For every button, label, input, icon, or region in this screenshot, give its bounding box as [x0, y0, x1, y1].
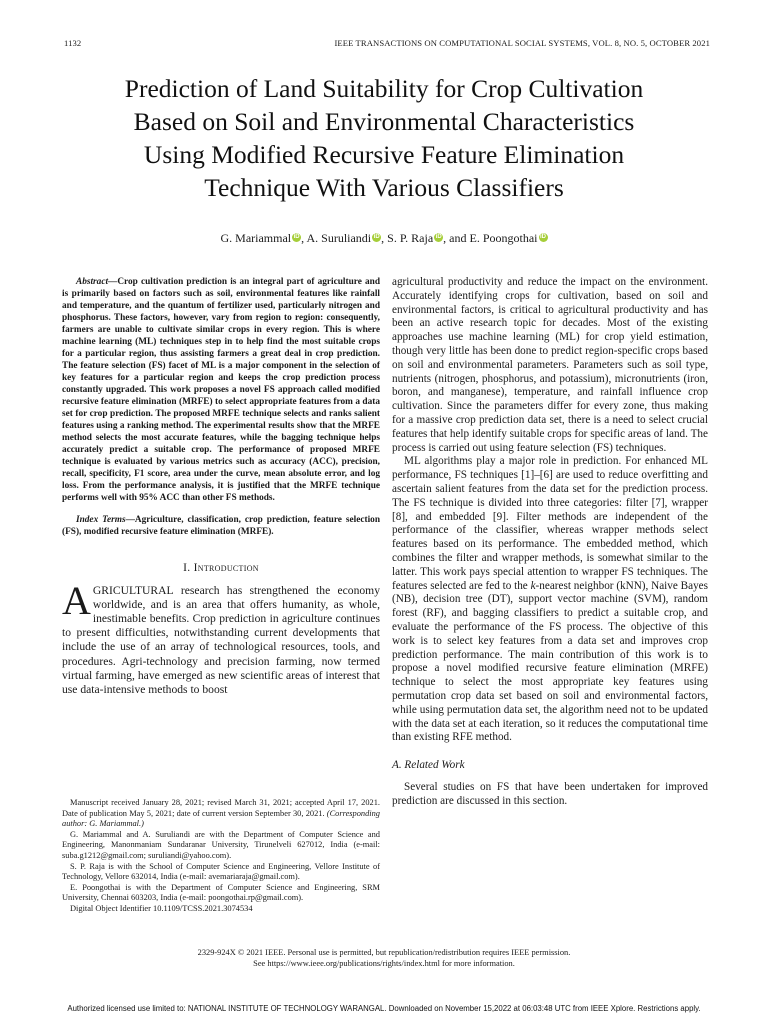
- index-terms-label: Index Terms: [76, 515, 126, 525]
- body-paragraph: agricultural productivity and reduce the impact on the environment. Accurately identifying crops for cultivation, based on soil and environmental factors, is critical to agricultural productivity and has been an active research topic for decades. Most of the existing approaches use machine learning (ML) for crop yield estimation, though very little has been done to predict region-specific crops based on soil and environmental parameters. Parameters such as soil type, nutrients (nitrogen, phosphorus, and potassium), micronutrients (iron, boron, and manganese), temperature, and rainfall influence crop cultivation. Since the parameters differ for every zone, thus making for a massive crop prediction data set, there is a need to select crucial features that help identify suitable crops for specific areas of land. The process is carried out using feature selection (FS) techniques.: [392, 276, 708, 454]
- footnotes: [62, 798, 380, 915]
- abstract: [62, 276, 380, 504]
- body-paragraph: Several studies on FS that have been undertaken for improved prediction are discussed in this section.: [392, 780, 708, 807]
- abstract-label: Abstract: [76, 277, 109, 287]
- title-line: Prediction of Land Suitability for Crop Cultivation: [124, 74, 644, 103]
- drop-cap: A: [62, 577, 91, 623]
- authorized-use-banner: Authorized licensed use limited to: NATIONAL INSTITUTE OF TECHNOLOGY WARANGAL. Downloaded on November 15,2022 at 06:03:48 UTC from IEEE Xplore. Restrictions apply.: [67, 1004, 701, 1013]
- intro-lead-word: GRICULTURAL: [92, 583, 174, 597]
- copyright-line: See https://www.ieee.org/publications/rights/index.html for more information.: [253, 959, 515, 968]
- footnote-affiliation: E. Poongothai is with the Department of Computer Science and Engineering, SRM University, Chennai 603203, India (e-mail: poongothai.rp@gmail.com).: [62, 882, 380, 903]
- footnote-manuscript: [62, 798, 380, 830]
- index-terms-text: Agriculture, classification, crop prediction, feature selection (FS), modified recursive feature elimination (MRFE).: [62, 515, 380, 537]
- page-number: 1132: [64, 38, 82, 48]
- body-text-italic: k: [530, 579, 536, 592]
- running-header: [64, 38, 710, 52]
- section-number: I.: [183, 562, 191, 574]
- title-line: Using Modified Recursive Feature Elimination: [143, 140, 625, 169]
- section-heading: [62, 562, 380, 576]
- intro-text: research has strengthened the economy worldwide, and is an area that offers humanity, as whole, inestimable benefits. Crop prediction in agriculture continues to present difficulties, notwithstanding current developments that include the use of an array of technological resources, tools, and procedures. Agri-technology and precision farming, now termed virtual farming, have emerged as new scientific areas of interest that use data-intensive methods to boost: [62, 583, 380, 697]
- copyright-notice: [40, 947, 728, 969]
- copyright-line: 2329-924X © 2021 IEEE. Personal use is permitted, but republication/redistribution requires IEEE permission.: [197, 948, 571, 957]
- corresponding-author: (Corresponding author: G. Mariammal.): [62, 808, 380, 829]
- index-terms: [62, 514, 380, 538]
- right-column: [392, 276, 708, 808]
- orcid-icon[interactable]: iD: [435, 234, 442, 240]
- footnote-text: Manuscript received January 28, 2021; revised March 31, 2021; accepted April 17, 2021. Date of publication May 5, 2021; date of current version September 30, 2021.: [62, 798, 380, 818]
- body-paragraph: [392, 455, 708, 745]
- journal-name: IEEE TRANSACTIONS ON COMPUTATIONAL SOCIAL SYSTEMS, VOL. 8, NO. 5, OCTOBER 2021: [334, 38, 710, 48]
- author-list: [40, 231, 728, 246]
- footnote-affiliation: S. P. Raja is with the School of Computer Science and Engineering, Vellore Institute of Technology, Vellore 632014, India (e-mail: avemariaraja@gmail.com).: [62, 861, 380, 882]
- subsection-heading: A. Related Work: [392, 759, 465, 772]
- intro-paragraph: [62, 577, 380, 698]
- abstract-dash: —: [108, 277, 118, 287]
- title-line: Based on Soil and Environmental Characteristics: [133, 107, 635, 136]
- left-column: [62, 276, 380, 697]
- orcid-icon[interactable]: iD: [373, 234, 380, 240]
- author-name: , and E. Poongothai: [443, 231, 538, 245]
- body-text: ML algorithms play a major role in prediction. For enhanced ML performance, FS techniques [1]–[6] are used to reduce overfitting and ascertain salient features from the data set for the prediction process. The FS technique is divided into three categories: filter [7], wrapper [8], and embedded [9]. Filter methods are independent of the performance of the classifier, whereas wrapper methods select features based on its performance. The embedded method, which combines the filter and wrapper methods, is somewhat similar to the latter. This work pays special attention to wrapper FS techniques. The features selected are fed to the: [392, 455, 708, 592]
- abstract-text: Crop cultivation prediction is an integral part of agriculture and is primarily based on factors such as soil, environmental features like rainfall and temperature, and the quantum of fertilizer used, particularly nitrogen and phosphorus. These factors, however, vary from region to region: consequently, farmers are unable to cultivate similar crops in every region. This is where machine learning (ML) techniques step in to help find the most suitable crops for a particular region, thus assisting farmers a great deal in crop prediction. The feature selection (FS) facet of ML is a major component in the selection of key features for a particular region and keeps the crop prediction process constantly upgraded. This work proposes a novel FS approach called modified recursive feature elimination (MRFE) to select appropriate features from a data set for crop prediction. The proposed MRFE technique selects and ranks salient features using a ranking method. The experimental results show that the MRFE method selects the most accurate features, while the bagging technique helps accurately predict a suitable crop. The performance of proposed MRFE technique is evaluated by various metrics such as accuracy (ACC), precision, recall, specificity, F1 score, area under the curve, mean absolute error, and log loss. From the performance analysis, it is justified that the MRFE technique performs well with 95% ACC than other FS methods.: [62, 277, 380, 503]
- author-name: G. Mariammal: [220, 231, 292, 245]
- author-name: , A. Suruliandi: [301, 231, 372, 245]
- paper-title: [40, 72, 728, 204]
- author-name: , S. P. Raja: [381, 231, 434, 245]
- footnote-affiliation: G. Mariammal and A. Suruliandi are with the Department of Computer Science and Engineering, Manonmaniam Sundaranar University, Tirunelveli 627012, India (e-mail: suba.g1212@gmail.com; suruliandi@yahoo.com).: [62, 829, 380, 860]
- orcid-icon[interactable]: iD: [540, 234, 546, 240]
- section-title: Introduction: [193, 562, 259, 574]
- body-text: -nearest neighbor (kNN), Naive Bayes (NB), decision tree (DT), support vector machine (SVM), random forest (RF), and bagging classifiers to predict a suitable crop, and evaluate the performance of the FS process. The objective of this work is to select key features from a data set and improves crop prediction performance. The main contribution of this work is to propose a novel modified recursive feature elimination (MRFE) technique to select the most appropriate key features using permutation crop data set based on soil and environmental factors, while using permutation data set, the algorithm need not to be updated with the data set at each iteration, so it reduces the computational time than existing RFE method.: [392, 579, 708, 744]
- title-line: Technique With Various Classifiers: [204, 173, 564, 202]
- footnote-doi: Digital Object Identifier 10.1109/TCSS.2021.3074534: [70, 903, 253, 913]
- index-terms-dash: —: [125, 515, 135, 525]
- orcid-icon[interactable]: iD: [293, 234, 300, 240]
